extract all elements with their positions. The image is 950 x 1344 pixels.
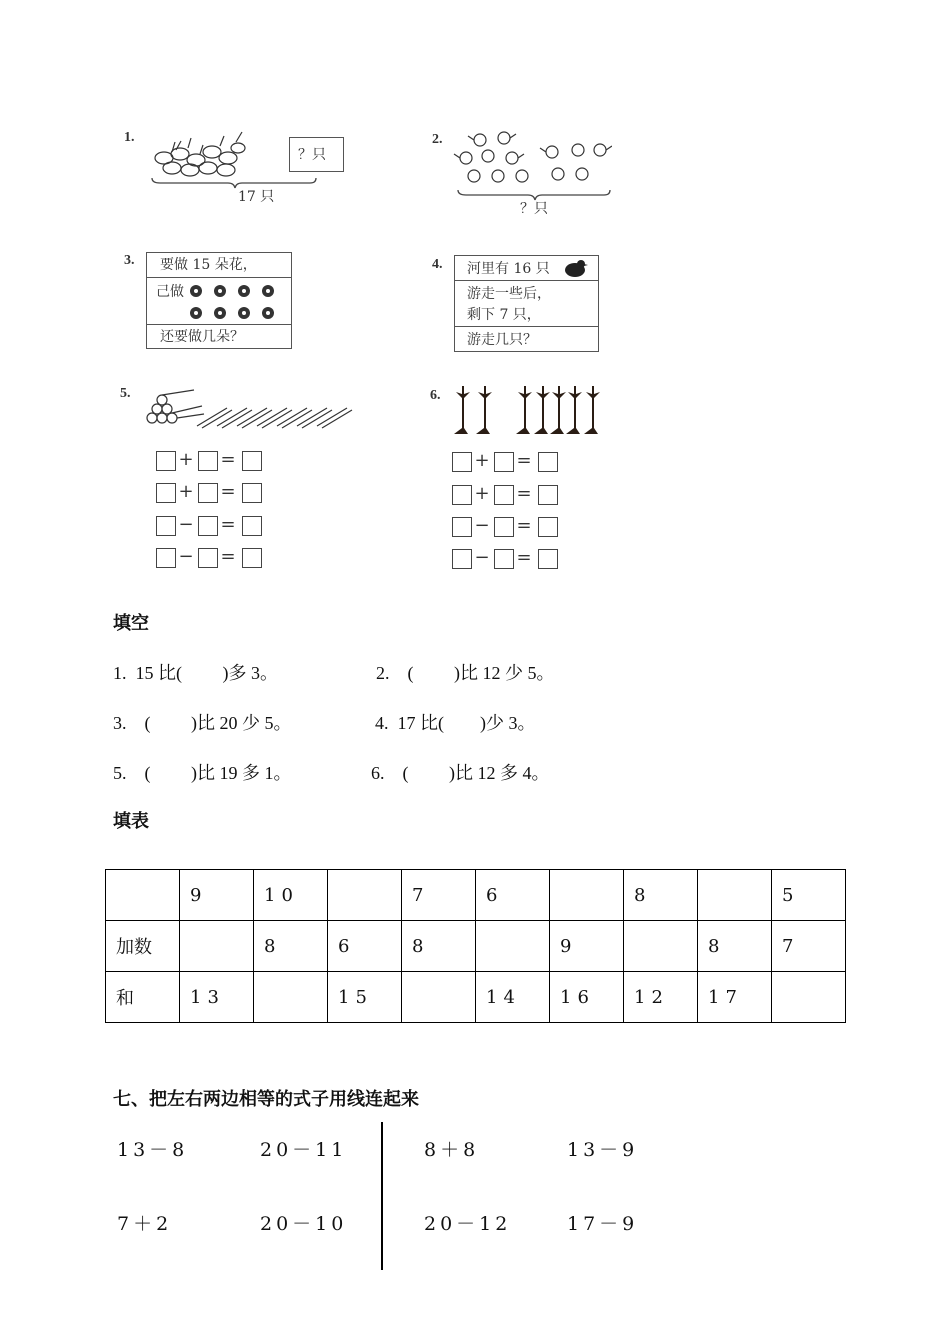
- answer-box[interactable]: [156, 548, 176, 568]
- table-cell[interactable]: 15: [328, 972, 402, 1023]
- answer-box[interactable]: [242, 516, 262, 536]
- minus-sign: −: [474, 515, 490, 536]
- answer-box[interactable]: [242, 483, 262, 503]
- problem-5-equation-4: [156, 548, 266, 570]
- table-cell[interactable]: [772, 972, 846, 1023]
- table-cell[interactable]: 8: [402, 921, 476, 972]
- problem-4-divider-2: [455, 326, 598, 327]
- table-cell[interactable]: 12: [624, 972, 698, 1023]
- problem-2-number: 2.: [432, 132, 443, 147]
- problem-3-number: 3.: [124, 253, 135, 268]
- problem-6-equation-3: [452, 517, 562, 539]
- answer-box[interactable]: [538, 517, 558, 537]
- plus-sign: +: [474, 450, 490, 471]
- answer-box[interactable]: [538, 452, 558, 472]
- left-expression[interactable]: 20－10: [260, 1213, 348, 1235]
- answer-box[interactable]: [452, 517, 472, 537]
- answer-box[interactable]: [538, 549, 558, 569]
- table-cell[interactable]: 8: [624, 870, 698, 921]
- matching-divider: [381, 1122, 383, 1270]
- equals-sign: =: [220, 546, 236, 567]
- table-cell[interactable]: [698, 870, 772, 921]
- problem-3-line1: 要做 15 朵花，: [160, 257, 257, 273]
- problem-5-equation-1: [156, 451, 266, 473]
- table-cell[interactable]: 8: [254, 921, 328, 972]
- problem-1-question-text: ？只: [298, 147, 326, 163]
- table-cell[interactable]: 5: [772, 870, 846, 921]
- table-cell[interactable]: 13: [180, 972, 254, 1023]
- answer-box[interactable]: [538, 485, 558, 505]
- problem-4-line4: 游走几只？: [467, 332, 537, 348]
- plus-sign: +: [474, 483, 490, 504]
- answer-box[interactable]: [494, 549, 514, 569]
- answer-box[interactable]: [452, 485, 472, 505]
- problem-3-line3: 还要做几朵？: [160, 329, 244, 345]
- answer-box[interactable]: [198, 451, 218, 471]
- sticks-illustration: [142, 388, 358, 430]
- table-cell[interactable]: 14: [476, 972, 550, 1023]
- table-cell[interactable]: [106, 870, 180, 921]
- problem-4-line1: 河里有 16 只: [467, 261, 550, 277]
- left-expression[interactable]: 13－8: [117, 1139, 189, 1161]
- problem-4-divider-1: [455, 280, 598, 281]
- problem-4-line2: 游走一些后，: [467, 286, 551, 302]
- right-expression[interactable]: 8＋8: [424, 1139, 480, 1161]
- table-cell[interactable]: [180, 921, 254, 972]
- problem-5-equation-3: [156, 516, 266, 538]
- equals-sign: =: [220, 481, 236, 502]
- table-row: [106, 870, 846, 921]
- table-cell[interactable]: 9: [550, 921, 624, 972]
- answer-box[interactable]: [452, 452, 472, 472]
- problem-4-line3: 剩下 7 只，: [467, 307, 541, 323]
- corn-plants-illustration: [446, 384, 608, 440]
- table-cell[interactable]: 10: [254, 870, 328, 921]
- table-cell[interactable]: 7: [402, 870, 476, 921]
- equals-sign: =: [220, 514, 236, 535]
- equals-sign: =: [516, 450, 532, 471]
- table-cell[interactable]: 17: [698, 972, 772, 1023]
- matching-heading: 七、把左右两边相等的式子用线连起来: [113, 1089, 419, 1110]
- problem-6-equation-4: [452, 549, 562, 571]
- answer-box[interactable]: [198, 483, 218, 503]
- table-cell[interactable]: 6: [476, 870, 550, 921]
- answer-box[interactable]: [242, 548, 262, 568]
- problem-3-divider-2: [147, 324, 291, 325]
- table-cell[interactable]: 8: [698, 921, 772, 972]
- table-cell[interactable]: 16: [550, 972, 624, 1023]
- problem-1-brace: [150, 176, 320, 190]
- problem-1-total-label: 17 只: [238, 189, 275, 205]
- problem-6-equation-1: [452, 452, 562, 474]
- problem-2-brace: [456, 188, 616, 202]
- equals-sign: =: [516, 547, 532, 568]
- table-cell[interactable]: [328, 870, 402, 921]
- answer-box[interactable]: [494, 485, 514, 505]
- answer-box[interactable]: [452, 549, 472, 569]
- table-cell[interactable]: [402, 972, 476, 1023]
- table-cell[interactable]: [476, 921, 550, 972]
- left-expression[interactable]: 7＋2: [117, 1213, 173, 1235]
- problem-1-number: 1.: [124, 130, 135, 145]
- right-expression[interactable]: 17－9: [567, 1213, 639, 1235]
- table-cell[interactable]: [254, 972, 328, 1023]
- problem-2-total-label: ？只: [520, 201, 548, 217]
- problem-4-number: 4.: [432, 257, 443, 272]
- right-expression[interactable]: 13－9: [567, 1139, 639, 1161]
- minus-sign: −: [474, 547, 490, 568]
- answer-box[interactable]: [242, 451, 262, 471]
- answer-box[interactable]: [156, 451, 176, 471]
- answer-box[interactable]: [156, 483, 176, 503]
- problem-3-divider-1: [147, 277, 291, 278]
- plus-sign: +: [178, 449, 194, 470]
- problem-5-number: 5.: [120, 386, 131, 401]
- left-expression[interactable]: 20－11: [260, 1139, 348, 1161]
- plus-sign: +: [178, 481, 194, 502]
- fill-blank-item-3[interactable]: 3. ( )比 20 少 5。: [113, 713, 292, 733]
- table-cell[interactable]: 6: [328, 921, 402, 972]
- fill-blank-item-5[interactable]: 5. ( )比 19 多 1。: [113, 763, 292, 783]
- table-cell[interactable]: [550, 870, 624, 921]
- table-cell[interactable]: 7: [772, 921, 846, 972]
- table-row-header: 加数: [106, 921, 180, 972]
- table-row: [106, 972, 846, 1023]
- right-expression[interactable]: 20－12: [424, 1213, 512, 1235]
- fill-blank-heading: 填空: [113, 613, 149, 634]
- fill-blank-item-6[interactable]: 6. ( )比 12 多 4。: [371, 763, 550, 783]
- table-row-header: 和: [106, 972, 180, 1023]
- equals-sign: =: [220, 449, 236, 470]
- problem-3-line2-label: 己做: [156, 284, 184, 300]
- minus-sign: −: [178, 514, 194, 535]
- birds-illustration: [452, 128, 612, 190]
- answer-box[interactable]: [494, 517, 514, 537]
- table-cell[interactable]: [624, 921, 698, 972]
- fill-blank-item-1[interactable]: 1. 15 比( )多 3。: [113, 663, 278, 683]
- answer-box[interactable]: [156, 516, 176, 536]
- rabbits-illustration: [150, 128, 250, 180]
- equals-sign: =: [516, 515, 532, 536]
- problem-6-equation-2: [452, 485, 562, 507]
- minus-sign: −: [178, 546, 194, 567]
- table-row: [106, 921, 846, 972]
- fill-blank-item-4[interactable]: 4. 17 比( )少 3。: [375, 713, 536, 733]
- table-cell[interactable]: 9: [180, 870, 254, 921]
- answer-box[interactable]: [198, 516, 218, 536]
- addition-table: [105, 869, 846, 1023]
- problem-5-equation-2: [156, 483, 266, 505]
- fill-table-heading: 填表: [113, 811, 149, 832]
- problem-6-number: 6.: [430, 388, 441, 403]
- equals-sign: =: [516, 483, 532, 504]
- fill-blank-item-2[interactable]: 2. ( )比 12 少 5。: [376, 663, 555, 683]
- answer-box[interactable]: [494, 452, 514, 472]
- answer-box[interactable]: [198, 548, 218, 568]
- flowers-illustration: [186, 281, 290, 323]
- duck-icon: [562, 257, 588, 279]
